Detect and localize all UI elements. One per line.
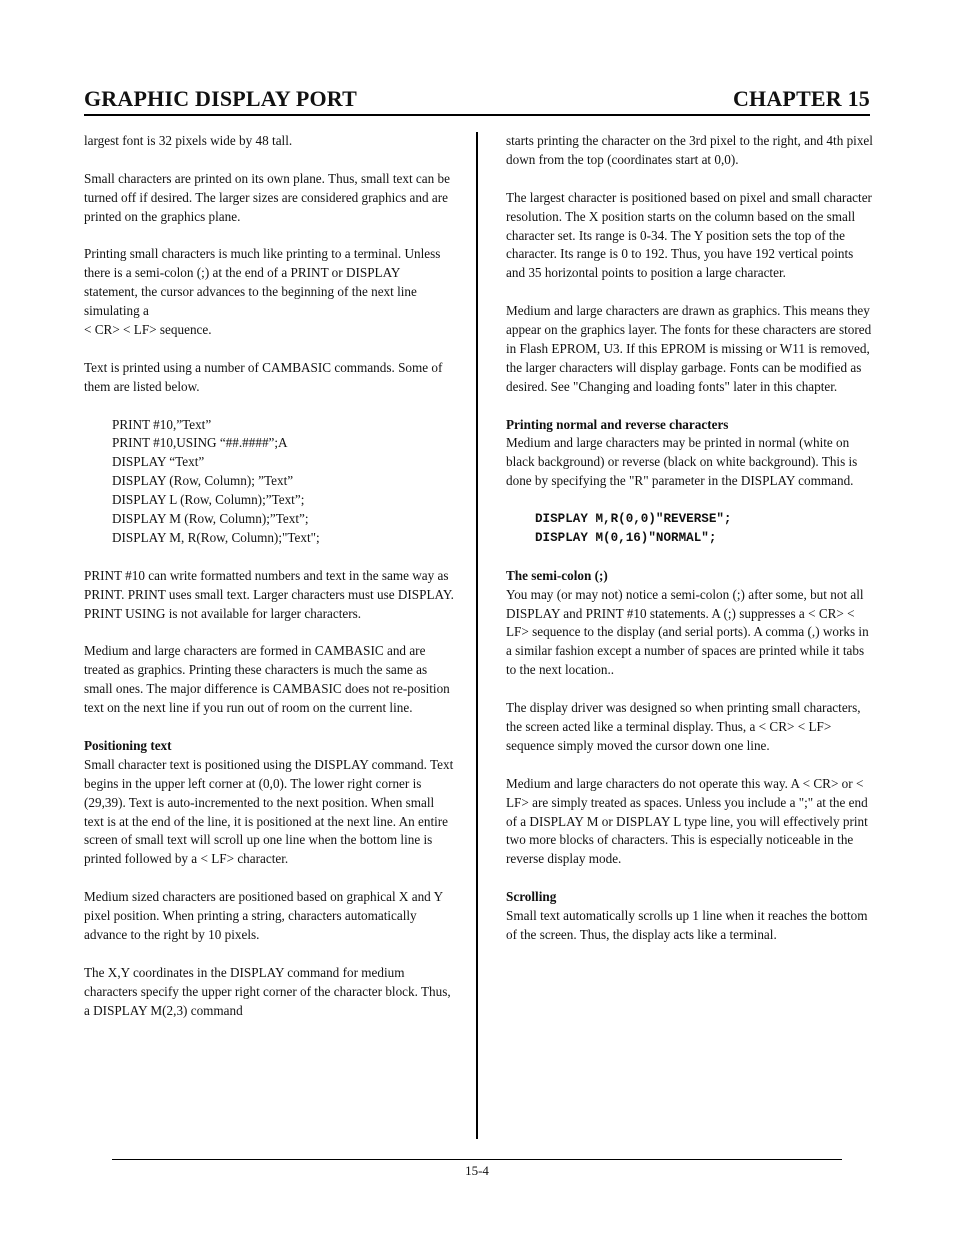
paragraph: largest font is 32 pixels wide by 48 tall. [84,133,293,148]
column-divider [476,132,478,1139]
page-header [84,84,870,116]
paragraph: Medium and large characters do not operate this way. A < CR> or < LF> are simply treated as spaces. Unless you include a ";" at the end of a DISPLAY M or DISPLAY L type line, you will effectively print two more blocks of characters. This is especially noticeable in the reverse display mode. [506,775,868,867]
paragraph: PRINT #10 can write formatted numbers and text in the same way as PRINT. PRINT uses small text. Larger characters must use DISPLAY. PRINT USING is not available for larger characters. [84,567,454,621]
paragraph: Small characters are printed on its own plane. Thus, small text can be turned off if desired. The larger sizes are considered graphics and are printed on the graphics plane. [84,170,450,224]
footer-rule [112,1159,842,1160]
paragraph: Medium and large characters are drawn as graphics. This means they appear on the graphics layer. The fonts for these characters are stored in Flash EPROM, U3. If this EPROM is missing or W11 is removed, the larger characters will display garbage. Fonts can be modified as desired. See "Changing and loading fonts" later in this chapter. [506,303,872,394]
paragraph [506,567,874,680]
command-list [112,416,454,548]
subheading: Scrolling [506,889,557,905]
paragraph [84,737,454,869]
paragraph-text: Small text automatically scrolls up 1 line when it reaches the bottom of the screen. Thus, the display acts like a terminal. [506,908,868,942]
paragraph [506,888,874,945]
paragraph: The largest character is positioned based on pixel and small character resolution. The X position starts on the column based on the small character set. Its range is 0-34. The Y position sets the top of the character. Its range is 0 to 192. Thus, you have 192 vertical points and 35 horizontal points to position a large character. [506,189,872,281]
chapter-title: CHAPTER 15 [732,86,870,111]
command-line: PRINT #10,”Text” [112,416,212,432]
paragraph: Medium and large characters are formed in CAMBASIC and are treated as graphics. Printing these characters is much the same as small ones. The major difference is CAMBASIC does not re-position text on the next line if you run out of room on the current line. [84,643,450,716]
paragraph: starts printing the character on the 3rd pixel to the right, and 4th pixel down from the top (coordinates start at 0,0). [506,133,873,167]
code-example [535,510,874,548]
paragraph: The X,Y coordinates in the DISPLAY command for medium characters specify the upper right corner of the character block. Thus, a DISPLAY M(2,3) command [84,964,451,1018]
paragraph-text: < CR> < LF> sequence. [84,322,212,338]
section-title: GRAPHIC DISPLAY PORT [84,86,357,111]
right-column [506,132,874,964]
code-line: DISPLAY M(0,16)"NORMAL"; [535,530,717,545]
paragraph-text: Printing small characters is much like printing to a terminal. Unless there is a semi-colon (;) at the end of a PRINT or DISPLAY statement, the cursor advances to the beginning of the next line simulating a [84,246,441,319]
command-line: DISPLAY M, R(Row, Column);"Text"; [112,529,320,545]
paragraph: Text is printed using a number of CAMBASIC commands. Some of them are listed below. [84,359,443,394]
command-line: DISPLAY (Row, Column); ”Text” [112,473,294,489]
paragraph-text: Medium and large characters may be printed in normal (white on black background) or reverse (black on white background). This is done by specifying the "R" parameter in the DISPLAY command. [506,435,858,489]
command-line: DISPLAY L (Row, Column);”Text”; [112,492,305,508]
subheading: Printing normal and reverse characters [506,416,729,432]
subheading: Positioning text [84,737,172,753]
left-column [84,132,454,1039]
page-number: 15-4 [465,1163,489,1178]
paragraph-text: Small character text is positioned using the DISPLAY command. Text begins in the upper left corner at (0,0). The lower right corner is (29,39). Text is auto-incremented to the next position. When small text is at the end of the line, it is positioned at the next line. An entire screen of small text will scroll up one line when the bottom line is printed followed by a < LF> character. [84,756,454,867]
command-line: PRINT #10,USING “##.####”;A [112,435,288,451]
command-line: DISPLAY M (Row, Column);”Text”; [112,511,309,527]
subheading: The semi-colon (;) [506,567,608,583]
command-line: DISPLAY “Text” [112,454,205,470]
paragraph [84,245,454,340]
paragraph: Medium sized characters are positioned based on graphical X and Y pixel position. When printing a string, characters automatically advance to the right by 10 pixels. [84,889,443,942]
paragraph: The display driver was designed so when printing small characters, the screen acted like a terminal display. Thus, a < CR> < LF> sequence simply moved the cursor down one line. [506,700,861,753]
paragraph [506,416,874,492]
paragraph-text: You may (or may not) notice a semi-colon (;) after some, but not all DISPLAY and PRINT #10 statements. A (;) suppresses a < CR> < LF> sequence to the display (and serial ports). A comma (,) works in a similar fashion except a number of spaces are printed while it tabs to the next location.. [506,586,869,678]
code-line: DISPLAY M,R(0,0)"REVERSE"; [535,512,732,527]
